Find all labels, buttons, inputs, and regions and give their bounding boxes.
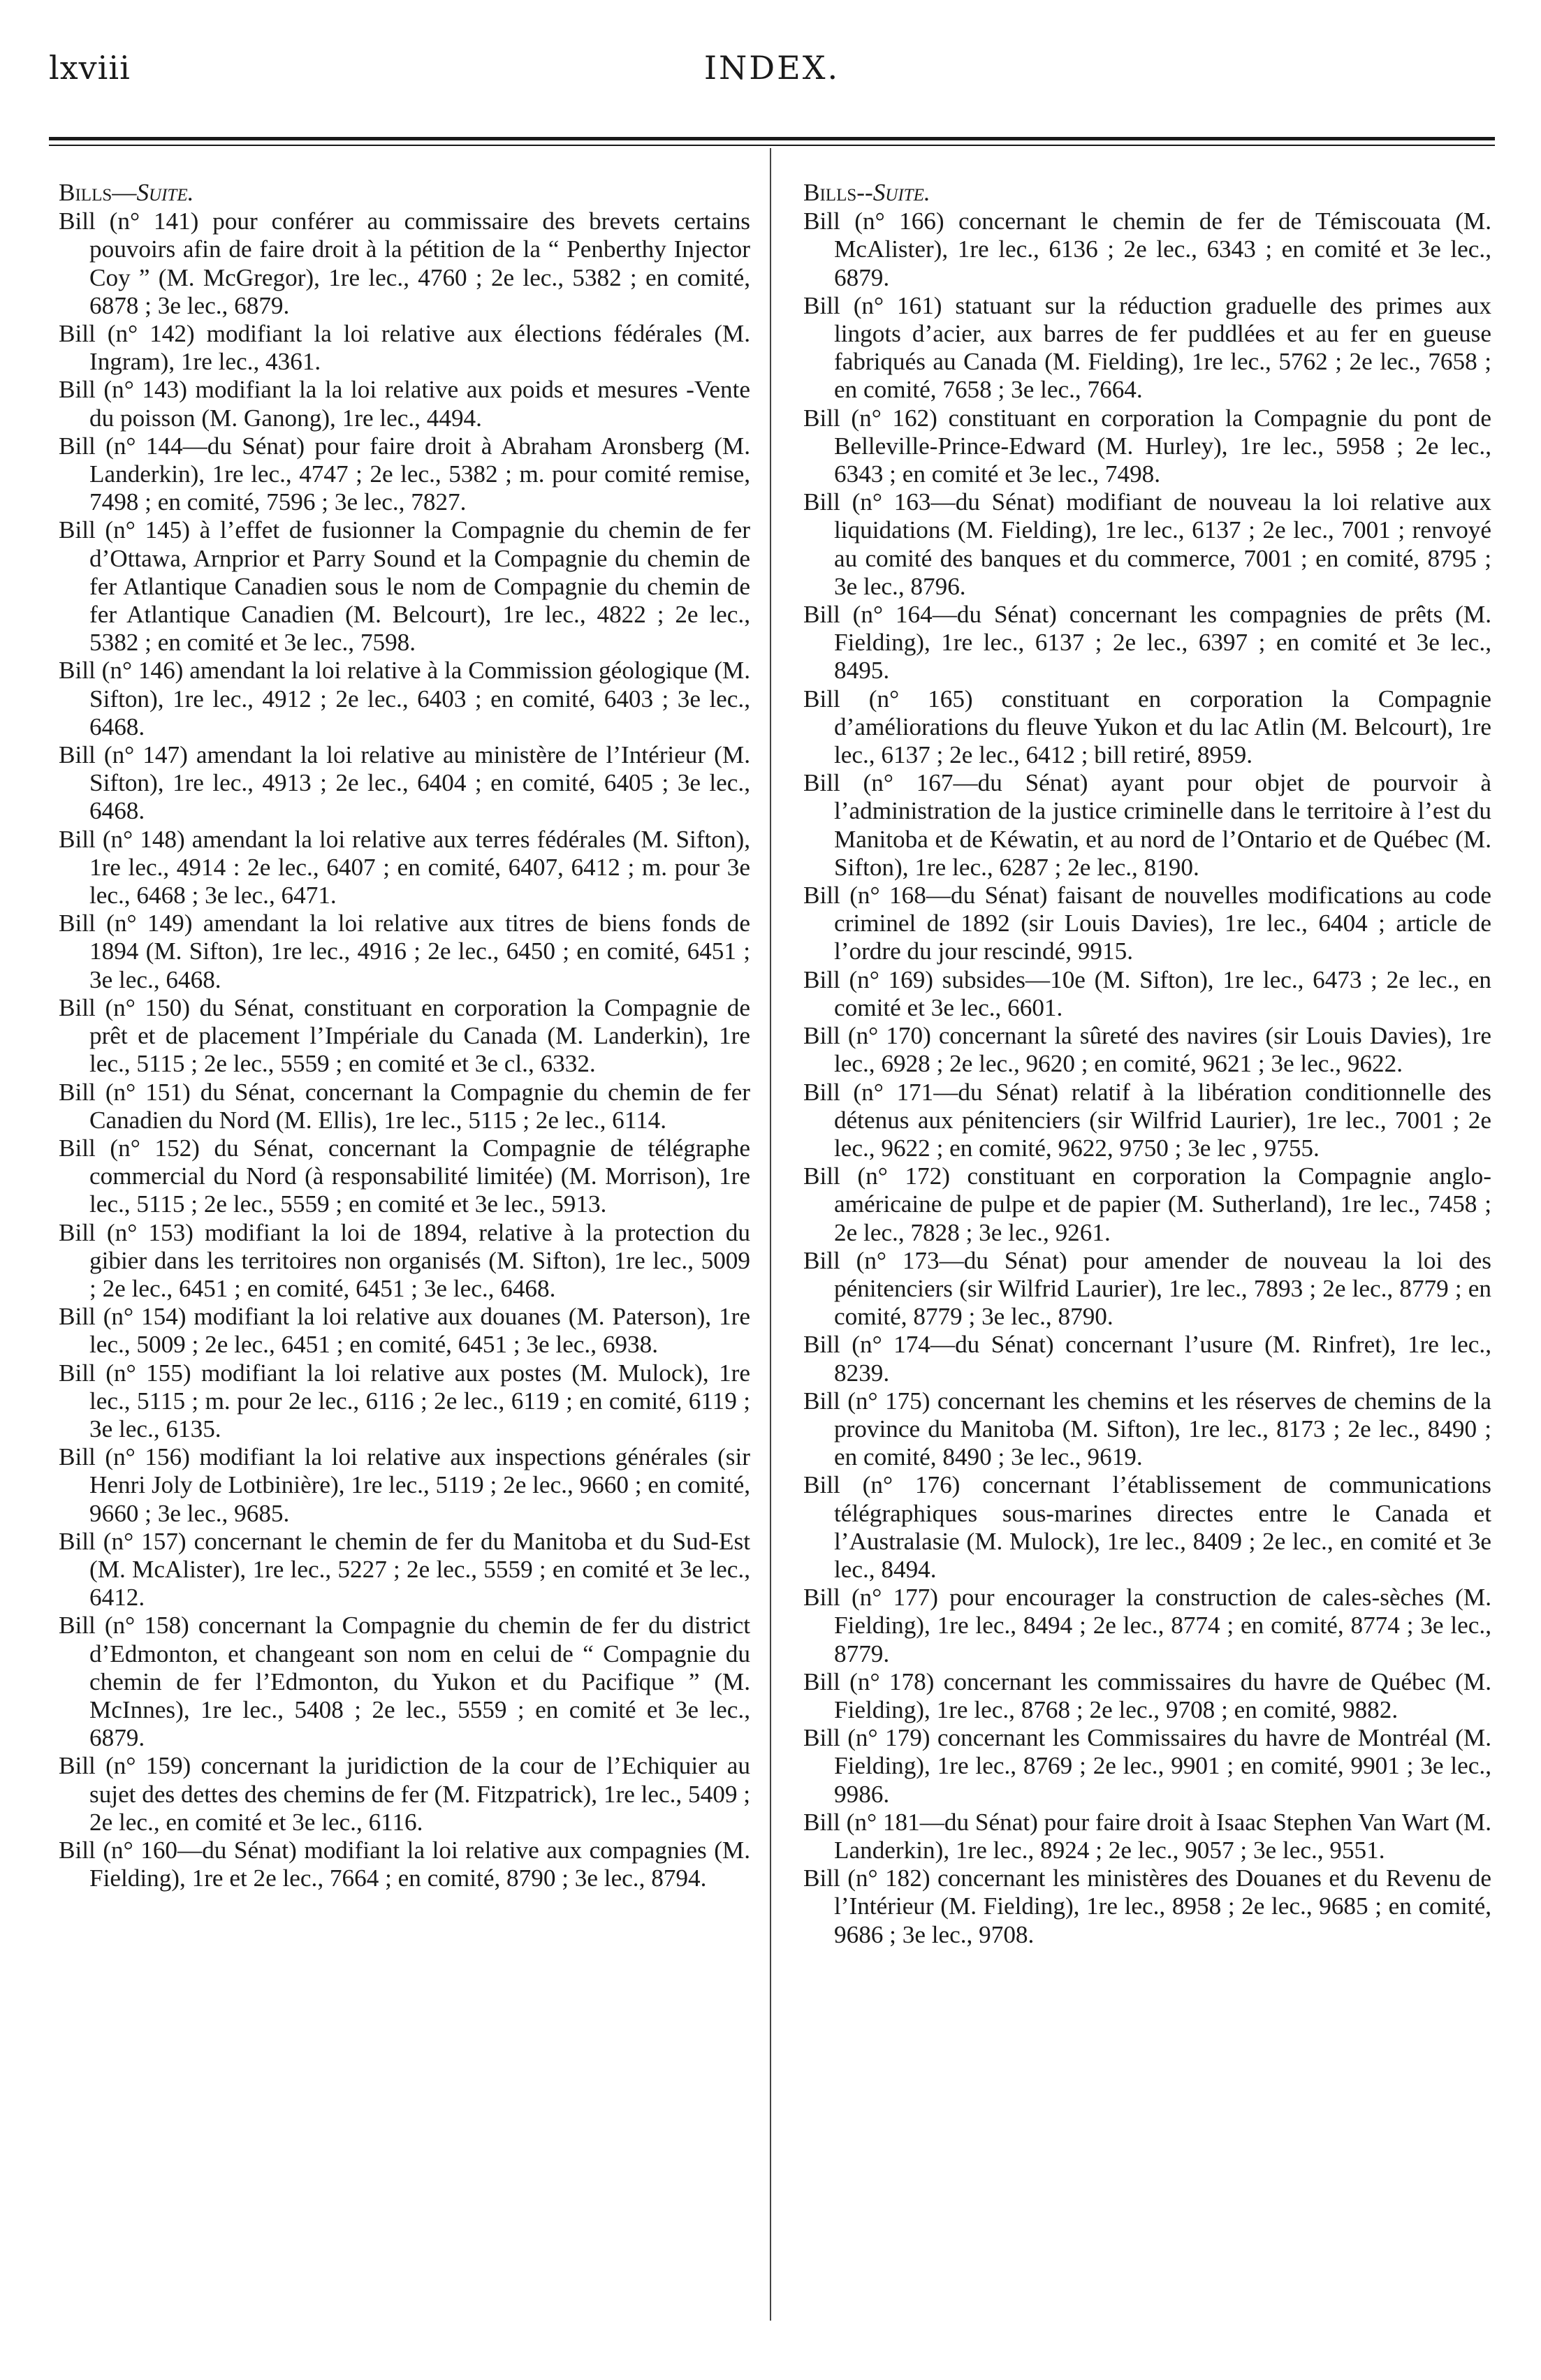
index-entry: Bill (n° 175) concernant les chemins et les réserves de chemins de la province du Manitoba (M. Sifton), 1re lec., 8173 ; 2e lec., 8490 ; en comité, 8490 ; 3e lec., 9619. [803,1387,1491,1471]
index-entry: Bill (n° 145) à l’effet de fusionner la Compagnie du chemin de fer d’Ottawa, Arnprior et Parry Sound et la Compagnie du chemin de fer Atlantique Canadien sous le nom de Compagnie du chemin de fer Atlantique Canadien (M. Belcourt), 1re lec., 4822 ; 2e lec., 5382 ; en comité et 3e lec., 7598. [59,516,750,657]
page-title: INDEX. [703,49,840,87]
section-heading: Bills—Suite. [59,179,194,206]
index-entry: Bill (n° 149) amendant la loi relative aux titres de biens fonds de 1894 (M. Sifton), 1re lec., 4916 ; 2e lec., 6450 ; en comité, 6451 ; 3e lec., 6468. [59,910,750,993]
index-entry: Bill (n° 159) concernant la juridiction de la cour de l’Echiquier au sujet des dettes des chemins de fer (M. Fitzpatrick), 1re lec., 5409 ; 2e lec., en comité et 3e lec., 6116. [59,1752,750,1836]
index-entry: Bill (n° 170) concernant la sûreté des navires (sir Louis Davies), 1re lec., 6928 ; 2e lec., 9620 ; en comité, 9621 ; 3e lec., 9622. [803,1022,1491,1078]
index-entry: Bill (n° 154) modifiant la loi relative aux douanes (M. Paterson), 1re lec., 5009 ; 2e lec., 6451 ; en comité, 6451 ; 3e lec., 6938. [59,1303,750,1359]
index-entry: Bill (n° 163—du Sénat) modifiant de nouveau la loi relative aux liquidations (M. Fielding), 1re lec., 6137 ; 2e lec., 7001 ; renvoyé au comité des banques et du commerce, 7001 ; en comité, 8795 ; 3e lec., 8796. [803,488,1491,600]
index-entry: Bill (n° 168—du Sénat) faisant de nouvelles modifications au code criminel de 1892 (sir Louis Davies), 1re lec., 6404 ; article de l’ordre du jour rescindé, 9915. [803,882,1491,965]
page-number: lxviii [49,49,131,87]
index-entry: Bill (n° 142) modifiant la loi relative aux élections fédérales (M. Ingram), 1re lec., 4361. [59,320,750,376]
index-entry: Bill (n° 156) modifiant la loi relative aux inspections générales (sir Henri Joly de Lotbinière), 1re lec., 5119 ; 2e lec., 9660 ; en comité, 9660 ; 3e lec., 9685. [59,1443,750,1527]
section-heading-name: Bills [803,179,857,206]
index-entry: Bill (n° 153) modifiant la loi de 1894, relative à la protection du gibier dans les territoires non organisés (M. Sifton), 1re lec., 5009 ; 2e lec., 6451 ; en comité, 6451 ; 3e lec., 6468. [59,1218,750,1302]
header-rule-thick [49,137,1495,140]
index-entry: Bill (n° 167—du Sénat) ayant pour objet de pourvoir à l’administration de la justice criminelle dans le territoire à l’est du Manitoba et de Kéwatin, et au nord de l’Ontario et de Québec (M. Sifton), 1re lec., 6287 ; 2e lec., 8190. [803,769,1491,881]
section-heading-name: Bills [59,179,112,206]
right-column [803,179,1491,1949]
index-entry: Bill (n° 160—du Sénat) modifiant la loi relative aux compagnies (M. Fielding), 1re et 2e lec., 7664 ; en comité, 8790 ; 3e lec., 8794. [59,1836,750,1892]
index-entry: Bill (n° 143) modifiant la la loi relative aux poids et mesures -Vente du poisson (M. Ganong), 1re lec., 4494. [59,376,750,432]
index-entry: Bill (n° 155) modifiant la loi relative aux postes (M. Mulock), 1re lec., 5115 ; m. pour 2e lec., 6116 ; 2e lec., 6119 ; en comité, 6119 ; 3e lec., 6135. [59,1359,750,1443]
index-entry: Bill (n° 174—du Sénat) concernant l’usure (M. Rinfret), 1re lec., 8239. [803,1331,1491,1387]
page-header [49,49,1495,105]
index-entry: Bill (n° 179) concernant les Commissaires du havre de Montréal (M. Fielding), 1re lec., 8769 ; 2e lec., 9901 ; en comité, 9901 ; 3e lec., 9986. [803,1724,1491,1808]
index-entry: Bill (n° 176) concernant l’établissement de communications télégraphiques sous-marines directes entre le Canada et l’Australasie (M. Mulock), 1re lec., 8409 ; 2e lec., en comité et 3e lec., 8494. [803,1471,1491,1583]
index-entry: Bill (n° 158) concernant la Compagnie du chemin de fer du district d’Edmonton, et changeant son nom en celui de “ Compagnie du chemin de fer l’Edmonton, du Yukon et du Pacifique ” (M. McInnes), 1re lec., 5408 ; 2e lec., 5559 ; en comité et 3e lec., 6879. [59,1612,750,1752]
header-rule-thin [49,145,1495,146]
index-entry: Bill (n° 164—du Sénat) concernant les compagnies de prêts (M. Fielding), 1re lec., 6137 ; 2e lec., 6397 ; en comité et 3e lec., 8495. [803,601,1491,685]
index-entry: Bill (n° 172) constituant en corporation la Compagnie anglo-américaine de pulpe et de papier (M. Sutherland), 1re lec., 7458 ; 2e lec., 7828 ; 3e lec., 9261. [803,1162,1491,1246]
index-entry: Bill (n° 148) amendant la loi relative aux terres fédérales (M. Sifton), 1re lec., 4914 : 2e lec., 6407 ; en comité, 6407, 6412 ; m. pour 3e lec., 6468 ; 3e lec., 6471. [59,825,750,910]
index-entry: Bill (n° 166) concernant le chemin de fer de Témiscouata (M. McAlister), 1re lec., 6136 ; 2e lec., 6343 ; en comité et 3e lec., 6879. [803,207,1491,291]
index-entry: Bill (n° 169) subsides—10e (M. Sifton), 1re lec., 6473 ; 2e lec., en comité et 3e lec., 6601. [803,965,1491,1021]
index-entry: Bill (n° 178) concernant les commissaires du havre de Québec (M. Fielding), 1re lec., 8768 ; 2e lec., 9708 ; en comité, 9882. [803,1667,1491,1723]
index-entry: Bill (n° 144—du Sénat) pour faire droit à Abraham Aronsberg (M. Landerkin), 1re lec., 4747 ; 2e lec., 5382 ; m. pour comité remise, 7498 ; en comité, 7596 ; 3e lec., 7827. [59,432,750,516]
column-divider [770,148,771,2321]
index-entry: Bill (n° 152) du Sénat, concernant la Compagnie de télégraphe commercial du Nord (à responsabilité limitée) (M. Morrison), 1re lec., 5115 ; 2e lec., 5559 ; en comité et 3e lec., 5913. [59,1134,750,1218]
index-entry: Bill (n° 147) amendant la loi relative au ministère de l’Intérieur (M. Sifton), 1re lec., 4913 ; 2e lec., 6404 ; en comité, 6405 ; 3e lec., 6468. [59,741,750,825]
index-entry: Bill (n° 173—du Sénat) pour amender de nouveau la loi des pénitenciers (sir Wilfrid Laurier), 1re lec., 7893 ; 2e lec., 8779 ; en comité, 8779 ; 3e lec., 8790. [803,1246,1491,1331]
index-entry: Bill (n° 150) du Sénat, constituant en corporation la Compagnie de prêt et de placement l’Impériale du Canada (M. Landerkin), 1re lec., 5115 ; 2e lec., 5559 ; en comité et 3e cl., 6332. [59,993,750,1078]
section-heading-suite: Suite. [136,179,194,206]
index-entry: Bill (n° 151) du Sénat, concernant la Compagnie du chemin de fer Canadien du Nord (M. Ellis), 1re lec., 5115 ; 2e lec., 6114. [59,1078,750,1134]
index-entry: Bill (n° 181—du Sénat) pour faire droit à Isaac Stephen Van Wart (M. Landerkin), 1re lec., 8924 ; 2e lec., 9057 ; 3e lec., 9551. [803,1808,1491,1864]
section-heading-suite: Suite. [872,179,930,206]
index-entry: Bill (n° 161) statuant sur la réduction graduelle des primes aux lingots d’acier, aux barres de fer puddlées et au fer en gueuse fabriqués au Canada (M. Fielding), 1re lec., 5762 ; 2e lec., 7658 ; en comité, 7658 ; 3e lec., 7664. [803,291,1491,404]
index-entry: Bill (n° 177) pour encourager la construction de cales-sèches (M. Fielding), 1re lec., 8494 ; 2e lec., 8774 ; en comité, 8774 ; 3e lec., 8779. [803,1584,1491,1667]
left-column [59,179,750,1892]
section-heading: Bills--Suite. [803,179,930,206]
index-entry: Bill (n° 162) constituant en corporation la Compagnie du pont de Belleville-Prince-Edward (M. Hurley), 1re lec., 5958 ; 2e lec., 6343 ; en comité et 3e lec., 7498. [803,404,1491,488]
index-entry: Bill (n° 171—du Sénat) relatif à la libération conditionnelle des détenus aux pénitenciers (sir Wilfrid Laurier), 1re lec., 7001 ; 2e lec., 9622 ; en comité, 9622, 9750 ; 3e lec , 9755. [803,1078,1491,1162]
index-entry: Bill (n° 182) concernant les ministères des Douanes et du Revenu de l’Intérieur (M. Fielding), 1re lec., 8958 ; 2e lec., 9685 ; en comité, 9686 ; 3e lec., 9708. [803,1864,1491,1948]
index-entry: Bill (n° 141) pour conférer au commissaire des brevets certains pouvoirs afin de faire droit à la pétition de la “ Penberthy Injector Coy ” (M. McGregor), 1re lec., 4760 ; 2e lec., 5382 ; en comité, 6878 ; 3e lec., 6879. [59,207,750,319]
index-entry: Bill (n° 157) concernant le chemin de fer du Manitoba et du Sud-Est (M. McAlister), 1re lec., 5227 ; 2e lec., 5559 ; en comité et 3e lec., 6412. [59,1527,750,1612]
index-entry: Bill (n° 146) amendant la loi relative à la Commission géologique (M. Sifton), 1re lec., 4912 ; 2e lec., 6403 ; en comité, 6403 ; 3e lec., 6468. [59,657,750,740]
index-entry: Bill (n° 165) constituant en corporation la Compagnie d’améliorations du fleuve Yukon et du lac Atlin (M. Belcourt), 1re lec., 6137 ; 2e lec., 6412 ; bill retiré, 8959. [803,685,1491,769]
